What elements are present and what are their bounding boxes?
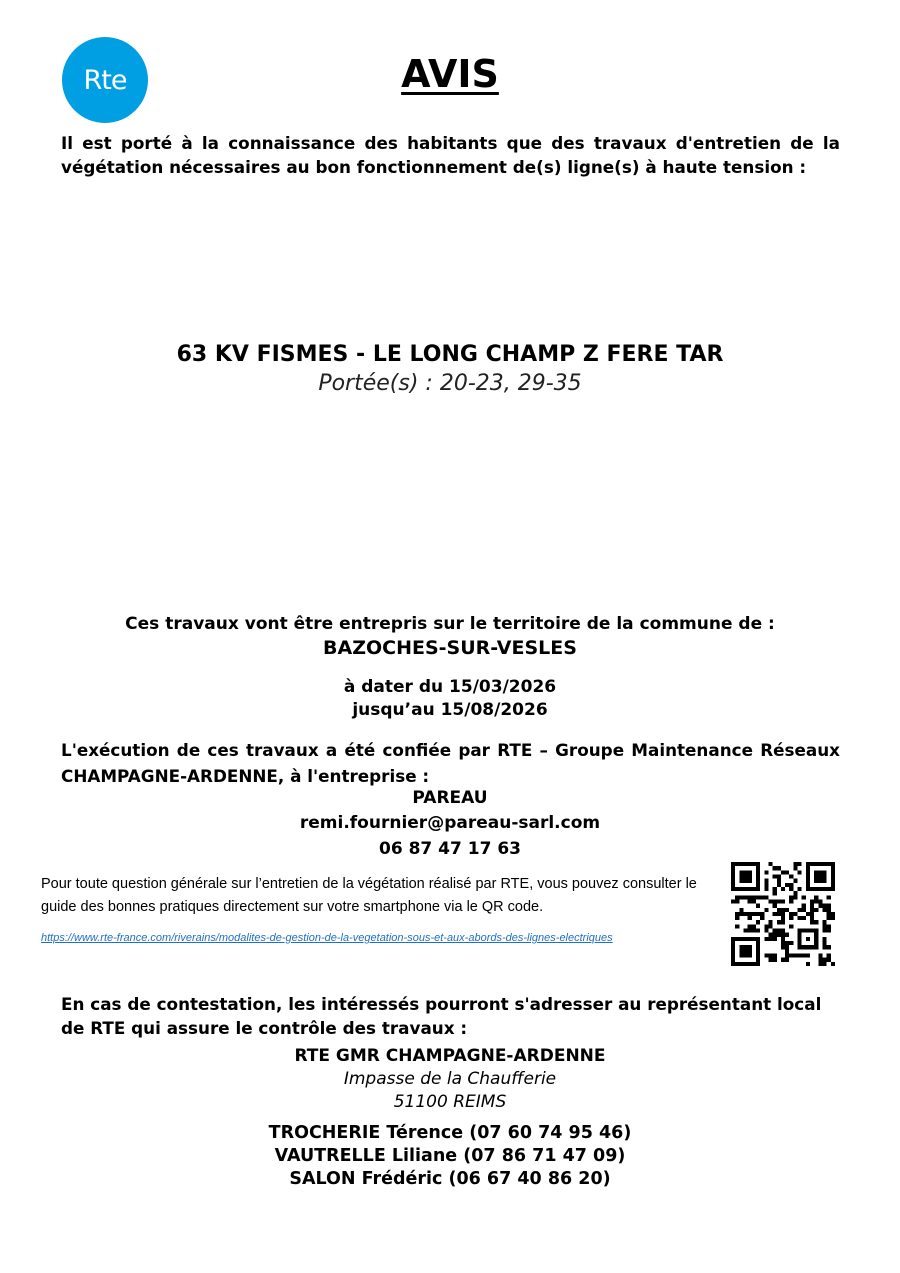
contest-paragraph: En cas de contestation, les intéressés pourront s'adresser au représentant local de RTE qui assure le contrôle des travaux :	[61, 994, 822, 1038]
execution-paragraph: L'exécution de ces travaux a été confiée par RTE – Groupe Maintenance Réseaux CHAMPAGNE-ARDENNE, à l'entreprise :	[61, 740, 840, 786]
line-name: 63 KV FISMES - LE LONG CHAMP Z FERE TAR	[176, 342, 724, 367]
intro-paragraph: Il est porté à la connaissance des habitants que des travaux d'entretien de la végétation nécessaires au bon fonctionnement de(s) ligne(s) à haute tension :	[61, 133, 840, 177]
rte-logo-text: Rte	[83, 64, 127, 96]
guide-link[interactable]: https://www.rte-france.com/riverains/modalites-de-gestion-de-la-vegetation-sous-et-aux-abords-des-lignes-electriques	[41, 932, 613, 944]
line-spans: Portée(s) : 20-23, 29-35	[318, 371, 582, 396]
guide-paragraph: Pour toute question générale sur l’entretien de la végétation réalisé par RTE, vous pouvez consulter le guide des bonnes pratiques directement sur votre smartphone via le QR code.	[41, 876, 697, 915]
contact-2: VAUTRELLE Liliane (07 86 71 47 09)	[274, 1146, 626, 1166]
start-date: à dater du 15/03/2026	[343, 677, 557, 697]
contractor-phone: 06 87 47 17 63	[379, 839, 521, 859]
commune-name: BAZOCHES-SUR-VESLES	[323, 637, 577, 659]
contact-3: SALON Frédéric (06 67 40 86 20)	[289, 1169, 611, 1189]
commune-intro: Ces travaux vont être entrepris sur le territoire de la commune de :	[125, 614, 775, 634]
rte-local-address-street: Impasse de la Chaufferie	[343, 1069, 557, 1089]
end-date: jusqu’au 15/08/2026	[352, 700, 548, 720]
page-title: AVIS	[401, 52, 499, 96]
qr-code	[731, 862, 835, 966]
contractor-email: remi.fournier@pareau-sarl.com	[299, 813, 601, 833]
rte-local-org: RTE GMR CHAMPAGNE-ARDENNE	[294, 1046, 606, 1066]
rte-local-address-city: 51100 REIMS	[393, 1092, 507, 1112]
contact-1: TROCHERIE Térence (07 60 74 95 46)	[268, 1123, 632, 1143]
contractor-name: PAREAU	[412, 788, 488, 808]
